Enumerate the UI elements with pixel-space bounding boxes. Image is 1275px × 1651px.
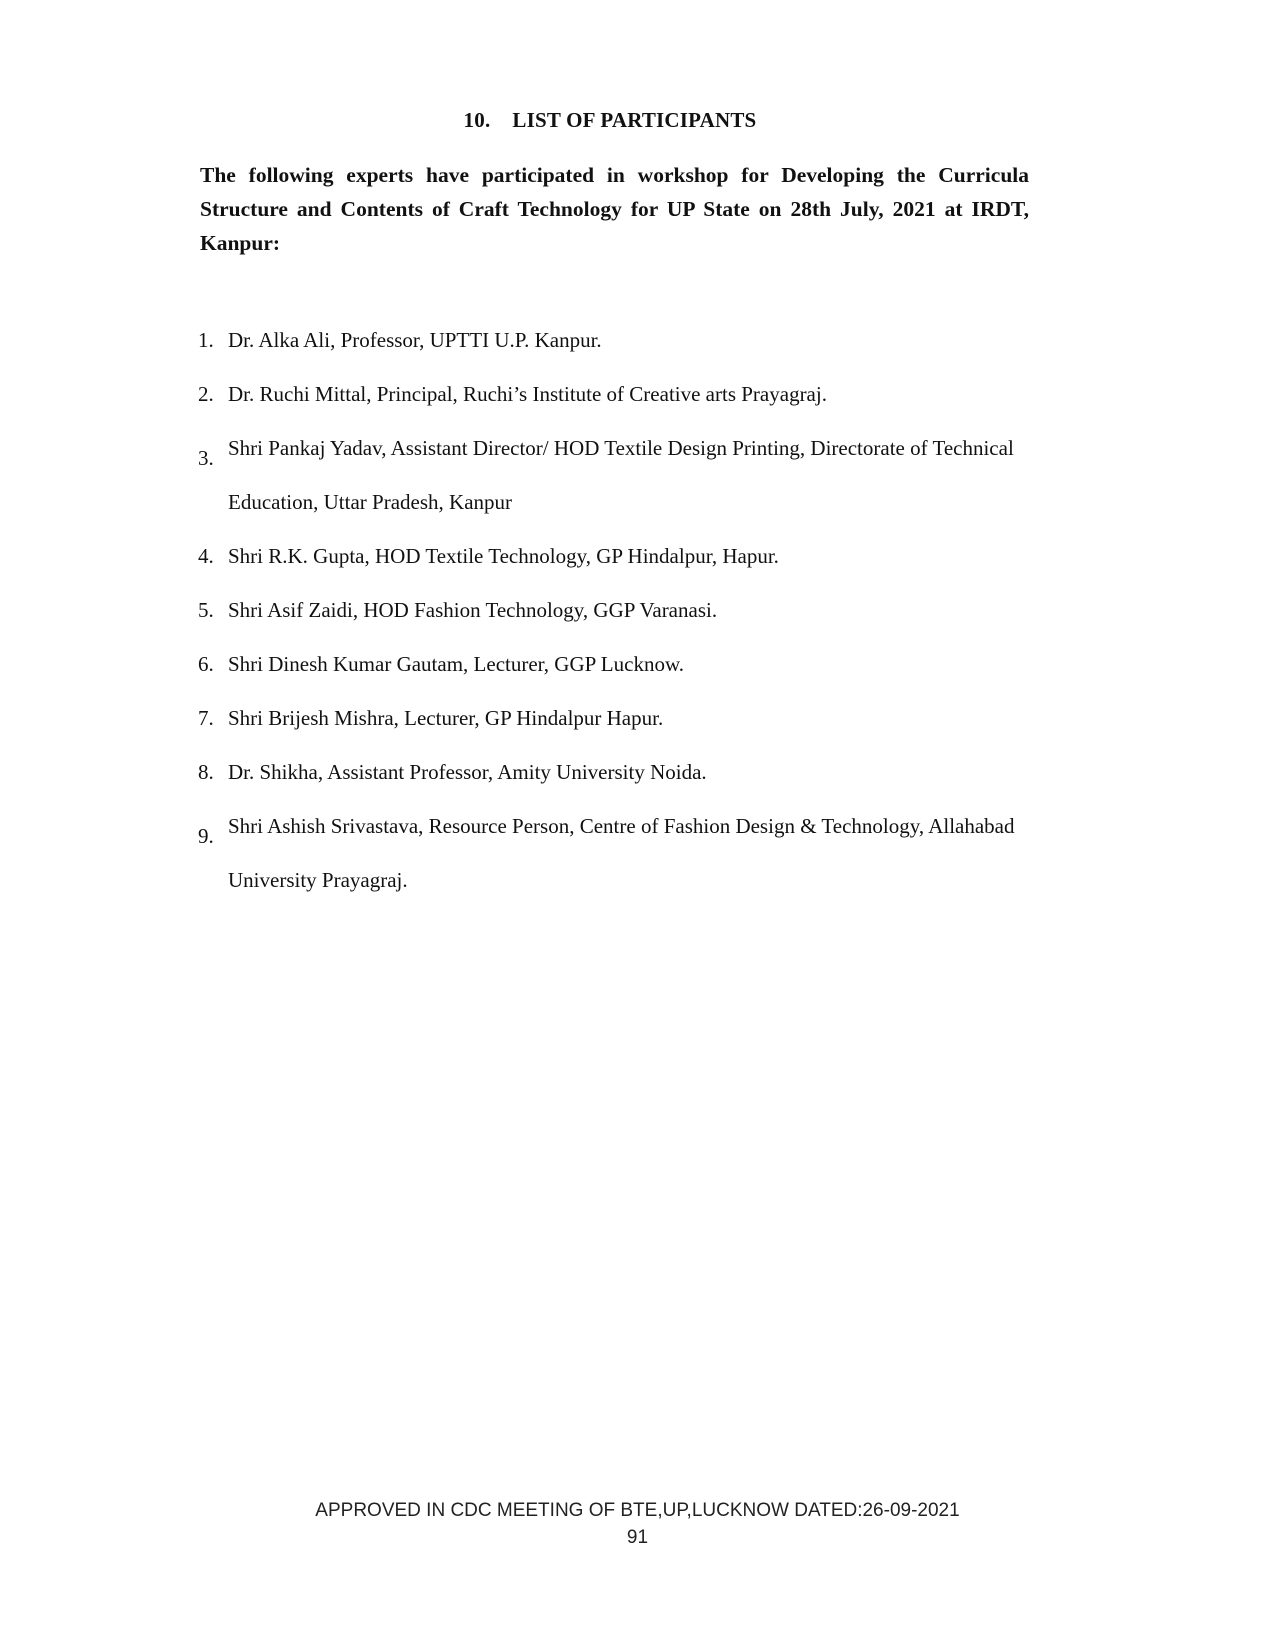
list-item (198, 647, 1038, 681)
list-item (198, 539, 1038, 573)
list-item (198, 755, 1038, 789)
page-number: 91 (626, 1527, 649, 1548)
list-item-number: 9. (198, 824, 214, 848)
list-item-number: 3. (198, 446, 214, 470)
list-item-number: 5. (198, 598, 214, 622)
list-item-text: Dr. Ruchi Mittal, Principal, Ruchi’s Institute of Creative arts Prayagraj. (228, 382, 827, 406)
list-item-text: Shri Ashish Srivastava, Resource Person, Centre of Fashion Design & Technology, Allahabad University Prayagraj. (228, 814, 1015, 892)
list-item-number: 6. (198, 652, 214, 676)
participants-list (198, 323, 1038, 917)
list-item (198, 593, 1038, 627)
list-item-text: Shri Brijesh Mishra, Lecturer, GP Hindalpur Hapur. (228, 706, 664, 730)
list-item (198, 701, 1038, 735)
list-item (198, 377, 1038, 411)
section-title: LIST OF PARTICIPANTS (512, 108, 757, 132)
list-item-text: Shri Asif Zaidi, HOD Fashion Technology, GGP Varanasi. (228, 598, 718, 622)
approval-footer: APPROVED IN CDC MEETING OF BTE,UP,LUCKNOW DATED:26-09-2021 (315, 1500, 960, 1521)
list-item (198, 421, 1038, 529)
list-item-number: 7. (198, 706, 214, 730)
list-item (198, 323, 1038, 357)
intro-paragraph: The following experts have participated in workshop for Developing the Curricula Structure and Contents of Craft Technology for UP State on 28th July, 2021 at IRDT, Kanpur: (200, 163, 1029, 255)
list-item-number: 8. (198, 760, 214, 784)
section-heading (200, 108, 1020, 133)
list-item-number: 4. (198, 544, 214, 568)
list-item-text: Shri Dinesh Kumar Gautam, Lecturer, GGP Lucknow. (228, 652, 684, 676)
section-number: 10. (463, 108, 491, 132)
list-item-text: Dr. Shikha, Assistant Professor, Amity University Noida. (228, 760, 707, 784)
list-item (198, 799, 1038, 907)
list-item-text: Dr. Alka Ali, Professor, UPTTI U.P. Kanpur. (228, 328, 602, 352)
list-item-text: Shri Pankaj Yadav, Assistant Director/ HOD Textile Design Printing, Directorate of Technical Education, Uttar Pradesh, Kanpur (228, 436, 1014, 514)
list-item-number: 1. (198, 328, 214, 352)
list-item-number: 2. (198, 382, 214, 406)
list-item-text: Shri R.K. Gupta, HOD Textile Technology, GP Hindalpur, Hapur. (228, 544, 779, 568)
